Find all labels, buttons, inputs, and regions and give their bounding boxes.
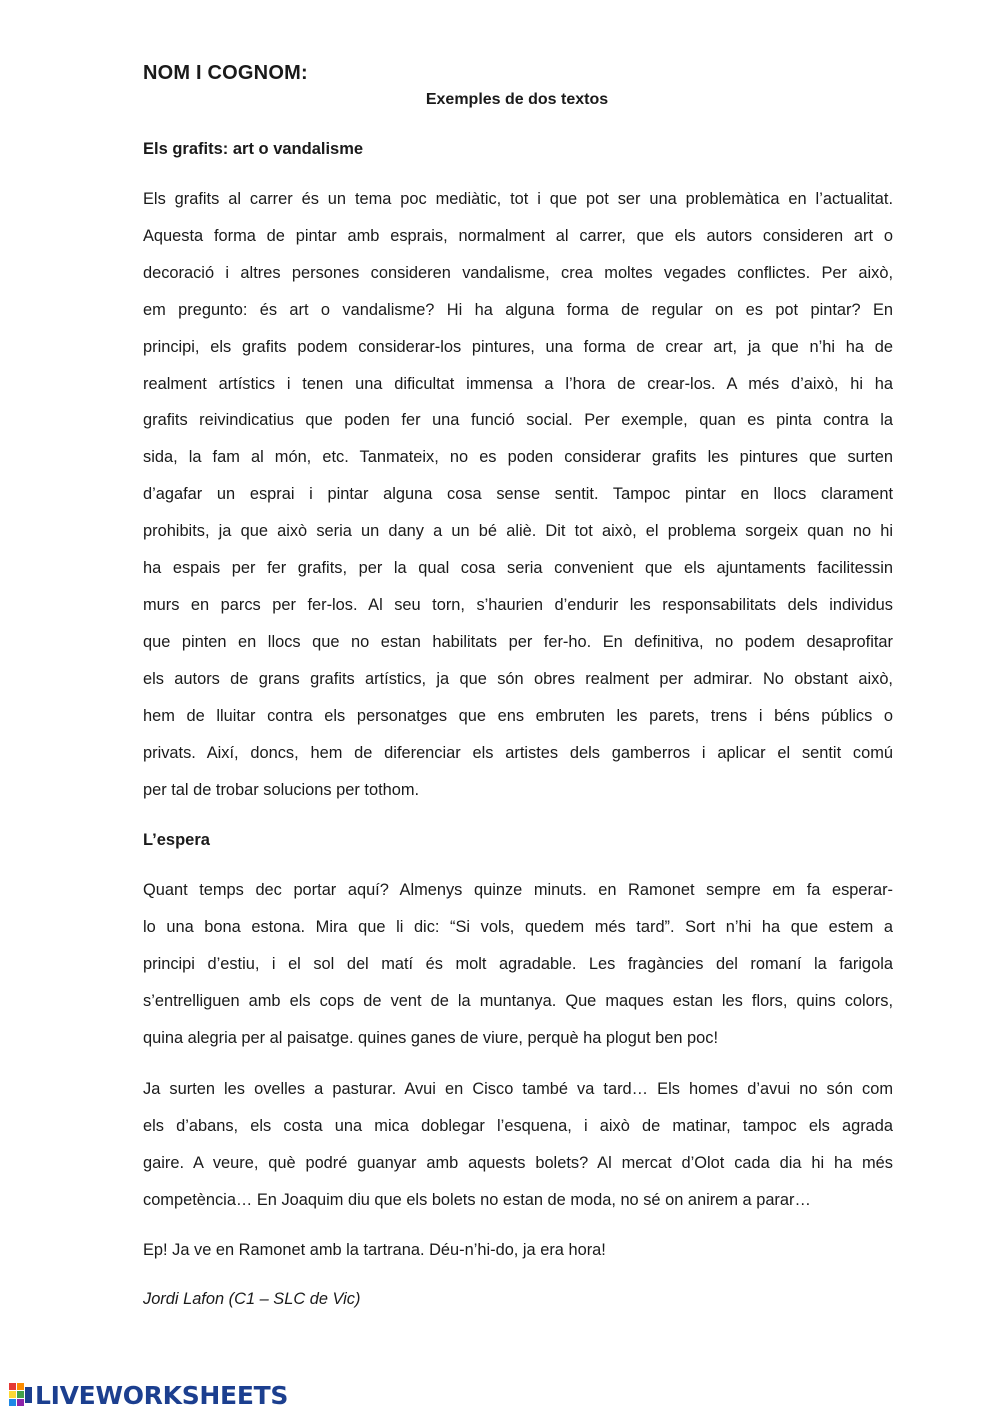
text1-paragraph [143,181,893,808]
text-line: em pregunto: és art o vandalisme? Hi ha alguna forma de regular on es pot pintar? En [143,300,893,319]
text-line: Ja surten les ovelles a pasturar. Avui en Cisco també va tard… Els homes d’avui no són com [143,1080,893,1098]
text2-paragraph-1 [143,872,893,1057]
logo-wordmark: LIVEWORKSHEETS [35,1380,289,1410]
text-line: competència… En Joaquim diu que els bolets no estan de moda, no sé on anirem a parar… [143,1190,811,1209]
text-line: els autors de grans grafits artístics, ja que són obres realment per admirar. No obstant això, [143,669,893,688]
text-line: hem de lluitar contra els personatges que ens embruten les parets, trens i béns públics o [143,706,893,725]
text-line: que pinten en llocs que no estan habilitats per fer-ho. En definitiva, no podem desaprofitar [143,632,893,651]
author-signature: Jordi Lafon (C1 – SLC de Vic) [143,1290,361,1308]
liveworksheets-logo-icon [9,1383,33,1407]
text-line: principi d’estiu, i el sol del matí és molt agradable. Les fragàncies del romaní la farigola [143,954,893,973]
text-line: lo una bona estona. Mira que li dic: “Si vols, quedem més tard”. Sort n’hi ha que estem a [143,917,893,936]
text-line: ha espais per fer grafits, per la qual cosa seria convenient que els ajuntaments facilitessin [143,559,893,578]
text-line: quina alegria per al paisatge. quines ganes de viure, perquè ha plogut ben poc! [143,1028,719,1047]
text2-paragraph-2 [143,1071,893,1219]
text-line: els d’abans, els costa una mica doblegar l’esquena, i això de matinar, tampoc els agrada [143,1116,893,1135]
text-line: privats. Així, doncs, hem de diferenciar els artistes dels gamberros i aplicar el sentit comú [143,743,893,762]
text-line: Els grafits al carrer és un tema poc mediàtic, tot i que pot ser una problemàtica en l’actualitat. [143,190,893,208]
document-title: Exemples de dos textos [425,91,609,108]
name-label: NOM I COGNOM: [143,62,308,84]
text-line: decoració i altres persones consideren vandalisme, crea moltes vegades conflictes. Per això, [143,263,893,282]
text-line: realment artístics i tenen una dificultat immensa a l’hora de crear-los. A més d’això, hi ha [143,374,893,393]
text1-heading: Els grafits: art o vandalisme [143,140,364,158]
text-line: d’agafar un esprai i pintar alguna cosa sense sentit. Tampoc pintar en llocs clarament [143,485,893,504]
text-line: Quant temps dec portar aquí? Almenys quinze minuts. en Ramonet sempre em fa esperar- [143,881,893,899]
text-line: s’entrelliguen amb els cops de vent de la muntanya. Que maques estan les flors, quins colors, [143,991,893,1010]
liveworksheets-logo[interactable] [9,1380,288,1410]
text-line: prohibits, ja que això seria un dany a un bé aliè. Dit tot això, el problema sorgeix quan no hi [143,522,893,541]
text-line: sida, la fam al món, etc. Tanmateix, no es poden considerar grafits les pintures que surten [143,448,893,467]
text-line: Ep! Ja ve en Ramonet amb la tartrana. Déu-n’hi-do, ja era hora! [143,1241,606,1259]
text-line: grafits reivindicatius que poden fer una funció social. Per exemple, quan es pinta contra la [143,411,893,430]
text2-paragraph-3 [143,1232,893,1269]
text-line: Aquesta forma de pintar amb esprais, normalment al carrer, que els autors consideren art o [143,226,893,245]
text-line: murs en parcs per fer-los. Al seu torn, s’haurien d’endurir les responsabilitats dels individus [143,595,893,614]
text2-heading: L’espera [143,831,210,849]
text-line: per tal de trobar solucions per tothom. [143,780,420,799]
text-line: principi, els grafits podem considerar-los pintures, una forma de crear art, ja que n’hi ha de [143,337,893,356]
text-line: gaire. A veure, què podré guanyar amb aquests bolets? Al mercat d’Olot cada dia hi ha més [143,1153,893,1172]
